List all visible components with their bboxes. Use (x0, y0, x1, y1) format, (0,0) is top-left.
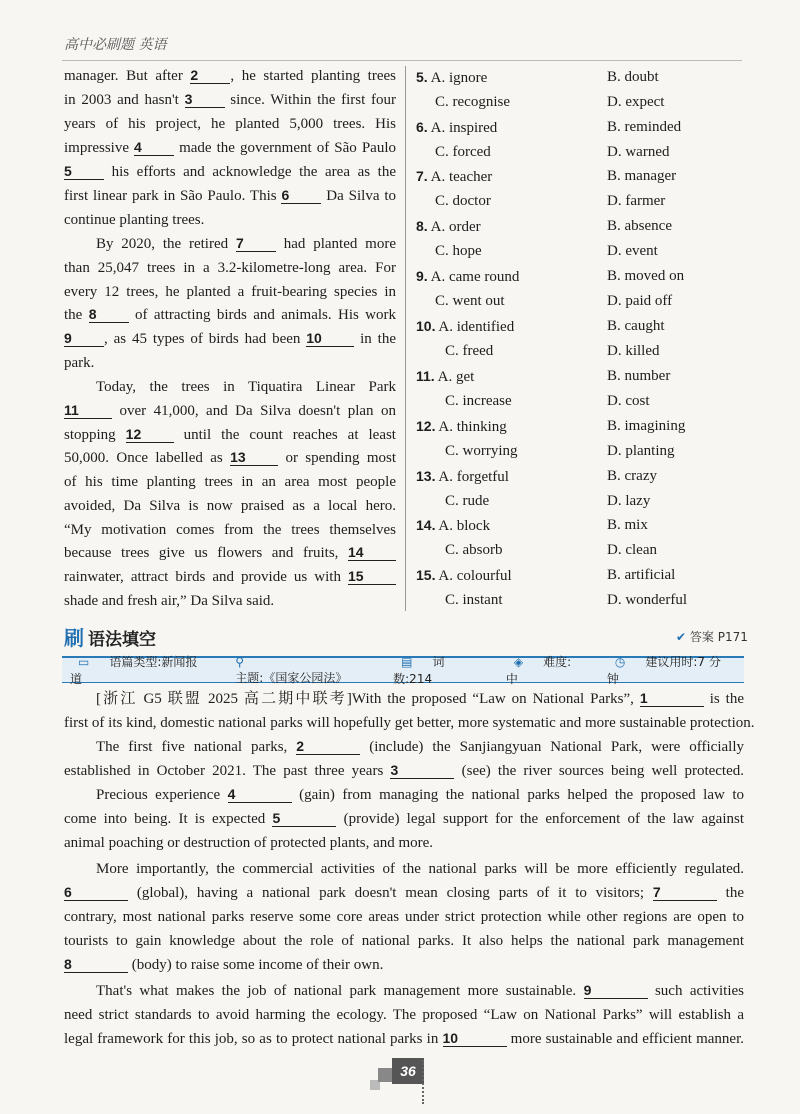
option-d: D. cost (607, 393, 650, 409)
info-wordcount: ▤ 词数:214 (393, 655, 445, 686)
grammar-line: That's what makes the job of national park management more sustainable. 9 such activities (96, 982, 744, 999)
answer-reference: ✔ 答案 P171 (676, 630, 748, 644)
grammar-line: tourists to gain knowledge about the role of national parks. It also helps the national park management (64, 933, 744, 949)
search-icon: ⚲ (235, 654, 245, 669)
option-d: D. farmer (607, 193, 666, 209)
option-b: B. moved on (607, 268, 685, 284)
option-d: D. event (607, 243, 658, 259)
grammar-blank-2: 2 (296, 738, 360, 755)
option-b: B. crazy (607, 468, 657, 484)
option-d: D. warned (607, 144, 670, 160)
text-type-icon: ▭ (78, 655, 90, 669)
blank-4: 4 (134, 139, 174, 156)
grammar-line: contrary, most national parks reserve some core areas under strict protection while other regions are open to (64, 909, 744, 925)
grammar-line: need strict standards to avoid harming the ecology. The proposed “Law on National Parks” will establish a (64, 1007, 744, 1023)
blank-13: 13 (230, 449, 278, 466)
passage-line: manager. But after 2 , he started planting trees (64, 67, 396, 84)
option-b: B. doubt (607, 69, 659, 85)
option-b: B. caught (607, 318, 665, 334)
option-d: D. expect (607, 94, 665, 110)
column-divider (405, 66, 406, 611)
option-d: D. paid off (607, 293, 673, 309)
passage-line: By 2020, the retired 7 had planted more (96, 235, 396, 252)
grammar-line: 8 (body) to raise some income of their own. (64, 956, 384, 973)
option-b: B. reminded (607, 119, 682, 135)
option-d: D. planting (607, 443, 675, 459)
grammar-blank-5: 5 (272, 810, 336, 827)
grammar-line: [浙江 G5 联盟 2025 高二期中联考]With the proposed “Law on National Parks”, 1 is the (96, 690, 744, 707)
option-c: C. recognise (435, 94, 510, 110)
grammar-line: come into being. It is expected 5 (provide) legal support for the enforcement of the law against (64, 810, 745, 827)
info-topic: ⚲主题:《国家公园法》 (235, 654, 348, 685)
passage-line: than 25,047 trees in a 3.2-kilometre-long area. For (64, 260, 396, 276)
page-decoration (422, 1060, 426, 1104)
option-c: C. doctor (435, 193, 491, 209)
passage-line: of his time planting trees in an area most people (64, 474, 396, 490)
grammar-line: 6 (global), having a national park doesn't mean closing parts of it to visitors; 7 the (64, 884, 744, 901)
option-a: 9. A. came round (416, 268, 520, 285)
option-c: C. forced (435, 144, 491, 160)
passage-line: 5 his efforts and acknowledge the area as the (64, 163, 396, 180)
passage-line: 11 over 41,000, and Da Silva doesn't plan on (64, 402, 396, 419)
grammar-blank-8: 8 (64, 956, 128, 973)
passage-line: years of his project, he planted 5,000 trees. His (64, 116, 396, 132)
option-a: 5. A. ignore (416, 69, 488, 86)
grammar-blank-9: 9 (584, 982, 648, 999)
word-count-icon: ▤ (401, 655, 413, 669)
option-c: C. increase (445, 393, 512, 409)
passage-line: park. (64, 355, 95, 371)
passage-line: avoided, Da Silva is now praised as a local hero. (64, 498, 396, 514)
option-a: 15. A. colourful (416, 567, 512, 584)
page-header: 高中必刷题 英语 (64, 37, 167, 53)
option-a: 13. A. forgetful (416, 468, 509, 485)
option-a: 7. A. teacher (416, 168, 493, 185)
option-a: 6. A. inspired (416, 119, 498, 136)
brush-icon: 刷 (64, 626, 84, 650)
grammar-blank-6: 6 (64, 884, 128, 901)
passage-line: the 8 of attracting birds and animals. His work (64, 306, 396, 323)
passage-line: Today, the trees in Tiquatira Linear Park (96, 379, 396, 395)
grammar-line: Precious experience 4 (gain) from managing the national parks helped the proposed law to (96, 786, 744, 803)
option-a: 14. A. block (416, 517, 491, 534)
passage-line: because trees give us flowers and fruits, 14 (64, 543, 396, 563)
info-type: ▭ 语篇类型:新闻报道 (70, 655, 198, 686)
blank-11: 11 (64, 402, 112, 419)
passage-line: first linear park in São Paulo. This 6 Da Silva to (64, 187, 396, 204)
passage-line: stopping 12 until the count reaches at least (64, 426, 396, 443)
info-bar (62, 654, 744, 686)
option-d: D. clean (607, 542, 657, 558)
passage-line: impressive 4 made the government of São Paulo (64, 139, 396, 156)
blank-15: 15 (348, 568, 396, 585)
option-a: 12. A. thinking (416, 418, 507, 435)
passage-line: 9 , as 45 types of birds had been 10 in the (64, 330, 396, 347)
option-c: C. went out (435, 293, 505, 309)
option-d: D. killed (607, 343, 660, 359)
blank-7: 7 (236, 235, 276, 252)
option-a: 10. A. identified (416, 318, 515, 335)
blank-8: 8 (89, 306, 129, 323)
grammar-blank-1: 1 (640, 690, 704, 707)
option-b: B. absence (607, 218, 672, 234)
grammar-blank-3: 3 (390, 762, 454, 779)
option-b: B. manager (607, 168, 677, 184)
check-icon: ✔ (676, 630, 687, 644)
passage-line: rainwater, attract birds and provide us with 15 (64, 567, 396, 587)
blank-3: 3 (185, 91, 225, 108)
blank-9: 9 (64, 330, 104, 347)
section-title: 刷 语法填空 (64, 626, 156, 650)
grammar-blank-7: 7 (653, 884, 717, 901)
grammar-blank-10: 10 (443, 1030, 507, 1047)
option-a: 11. A. get (416, 368, 475, 385)
grammar-line: legal framework for this job, so as to protect national parks in 10 more sustainable and efficient manner. (64, 1030, 744, 1047)
grammar-line: animal poaching or destruction of protected plants, and more. (64, 835, 434, 851)
option-c: C. freed (445, 343, 494, 359)
passage-line: “My motivation comes from the trees themselves (64, 522, 396, 538)
option-b: B. number (607, 368, 671, 384)
blank-12: 12 (126, 426, 174, 443)
option-d: D. lazy (607, 493, 651, 509)
header-divider (62, 60, 742, 61)
blank-5: 5 (64, 163, 104, 180)
option-b: B. mix (607, 517, 648, 533)
grammar-line: established in October 2021. The past three years 3 (see) the river sources being well protected. (64, 762, 744, 779)
difficulty-icon: ◈ (513, 655, 524, 669)
option-b: B. artificial (607, 567, 676, 583)
option-c: C. absorb (445, 542, 503, 558)
option-c: C. worrying (445, 443, 518, 459)
blank-6: 6 (281, 187, 321, 204)
passage-line: every 12 trees, he planted a fruit-bearing species in (64, 284, 396, 300)
grammar-blank-4: 4 (228, 786, 292, 803)
passage-line: continue planting trees. (64, 212, 205, 228)
page-number: 36 (392, 1058, 424, 1084)
grammar-line: The first five national parks, 2 (include) the Sanjiangyuan National Park, were officially (96, 738, 744, 755)
option-b: B. imagining (607, 418, 686, 434)
info-difficulty: ◈ 难度:中 (505, 655, 572, 686)
page-decoration (378, 1068, 392, 1082)
grammar-line: first of its kind, domestic national parks will hopefully get better, more systematic and more sustainable protection. (64, 715, 755, 731)
option-c: C. hope (435, 243, 482, 259)
option-a: 8. A. order (416, 218, 481, 235)
option-d: D. wonderful (607, 592, 687, 608)
passage-line: 50,000. Once labelled as 13 or spending most (64, 449, 396, 466)
passage-line: in 2003 and hasn't 3 since. Within the first four (64, 91, 396, 108)
grammar-line: More importantly, the commercial activities of the national parks will be more efficiently regulated. (96, 861, 744, 877)
blank-10: 10 (306, 330, 354, 347)
info-time: ◷ 建议用时:7 分钟 (606, 655, 721, 686)
blank-14: 14 (348, 544, 396, 561)
option-c: C. rude (445, 493, 490, 509)
clock-icon: ◷ (614, 655, 626, 669)
option-c: C. instant (445, 592, 503, 608)
passage-line: shade and fresh air,” Da Silva said. (64, 593, 275, 609)
blank-2: 2 (190, 67, 230, 84)
